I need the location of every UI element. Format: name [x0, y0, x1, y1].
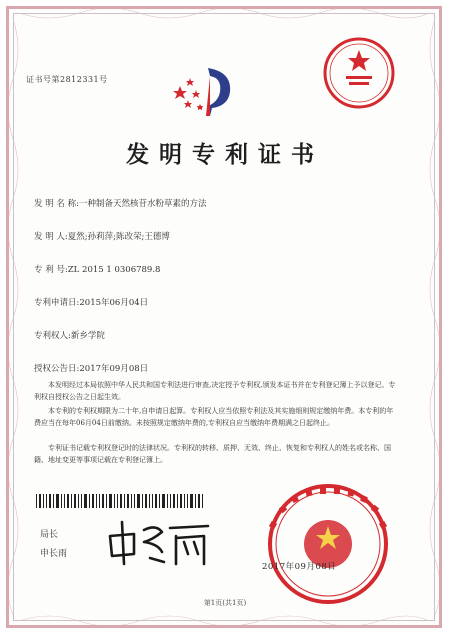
patent-office-logo-icon [170, 62, 246, 118]
field-label: 专利申请日: [34, 298, 80, 308]
field-patentee [34, 329, 105, 341]
field-label: 发 明 名 称: [34, 199, 79, 209]
page-footer: 第1页(共1页) [203, 599, 247, 607]
certificate-number: 证书号第2812331号 [26, 75, 108, 84]
field-value: 2017年09月08日 [79, 364, 149, 374]
field-inventors [34, 230, 170, 242]
certificate-title: 发明专利证书 [126, 141, 324, 168]
field-application-date [34, 296, 148, 308]
issue-date: 2017年09月08日 [262, 562, 337, 572]
field-value: 一种制备天然核苷水粉草素的方法 [78, 199, 207, 209]
field-value: 2015年06月04日 [79, 298, 149, 308]
field-label: 发 明 人: [34, 232, 68, 242]
field-label: 专 利 号: [34, 265, 68, 275]
field-value: 新乡学院 [70, 331, 105, 341]
signatory-role: 局长 [40, 530, 59, 540]
field-label: 授权公告日: [34, 364, 80, 374]
paragraph-term: 本专利的专利权期限为二十年,自申请日起算。专利权人应当依照专利法及其实施细则规定缴纳年费。本专利的年费应当在每年06月04日前缴纳。未按照规定缴纳年费的,专利权自应当缴纳年费期满之日起终止。 [34, 407, 394, 427]
paragraph-legal-status: 专利证书记载专利权登记时的法律状况。专利权的转移、质押、无效、终止、恢复和专利权人的姓名或名称、国籍、地址变更等事项记载在专利登记簿上。 [34, 444, 391, 464]
field-value: ZL 2015 1 0306789.8 [67, 265, 161, 275]
field-invention-name [34, 197, 207, 209]
barcode [36, 494, 206, 508]
field-label: 专利权人: [34, 331, 71, 341]
field-grant-date [34, 362, 148, 374]
field-value: 夏然;孙莉萍;陈改荣;王德博 [67, 232, 170, 242]
handwritten-signature-icon [104, 514, 214, 570]
top-red-seal-icon [322, 36, 396, 110]
field-patent-number [34, 263, 160, 275]
signatory-name: 申长雨 [40, 549, 68, 559]
paragraph-grant: 本发明经过本局依照中华人民共和国专利法进行审查,决定授予专利权,颁发本证书并在专利登记簿上予以登记。专利权自授权公告之日起生效。 [34, 381, 396, 401]
bottom-red-seal-icon [258, 482, 398, 606]
